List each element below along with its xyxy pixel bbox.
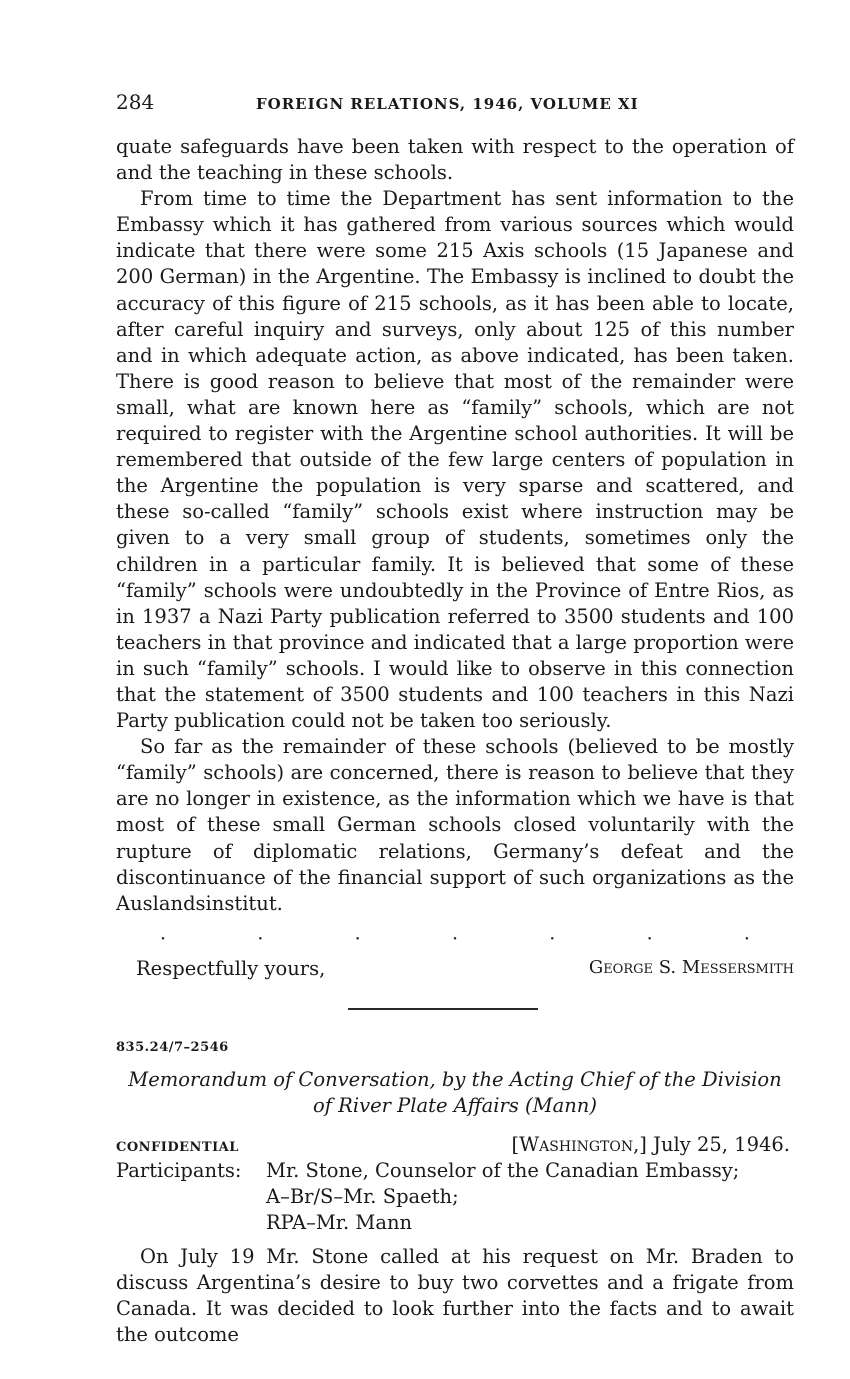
body-paragraph-2: From time to time the Department has sent information to the Embassy which it has gathered from various sources which would indicate that there were some 215 Axis schools (15 Japanese and 200 German) in the Argentine. The Embassy is inclined to doubt the accuracy of this figure of 215 schools, as it has been able to locate, after careful inquiry and surveys, only about 125 of this number and in which adequate action, as above indicated, has been taken. There is good reason to believe that most of the remainder were small, what are known here as “family” schools, which are not required to register with the Argentine school authorities. It will be remembered that outside of the few large centers of population in the Argentine the population is very sparse and scattered, and these so-called “family” schools exist where instruction may be given to a very small group of students, sometimes only the children in a particular family. It is believed that some of these “family” schools were undoubtedly in the Province of Entre Rios, as in 1937 a Nazi Party publication referred to 3500 students and 100 teachers in that province and indicated that a large proportion were in such “family” schools. I would like to observe in this connection that the statement of 3500 students and 100 teachers in this Nazi Party publication could not be taken too seriously.	[116, 187, 794, 733]
classification-label: CONFIDENTIAL	[116, 1139, 239, 1155]
running-title: FOREIGN RELATIONS, 1946, VOLUME XI	[256, 95, 639, 113]
document-page	[116, 90, 794, 1368]
ellipsis-dot: ·	[257, 927, 264, 950]
file-number: 835.24/7–2546	[116, 1039, 229, 1055]
dateline-place: [Washington,]	[511, 1132, 647, 1156]
ellipsis-dot: ·	[354, 927, 361, 950]
dateline-date: July 25, 1946.	[653, 1132, 790, 1156]
ellipsis-dot: ·	[549, 927, 556, 950]
participants-block	[116, 1158, 794, 1236]
participant-item: RPA–Mr. Mann	[266, 1210, 413, 1234]
body-paragraph-3: So far as the remainder of these schools (believed to be mostly “family” schools) are concerned, there is reason to believe that they are no longer in existence, as the information which we have is that most of these small German schools closed voluntarily with the rupture of diplomatic relations, Germany’s defeat and the discontinuance of the financial support of such organizations as the Auslandsinstitut.	[116, 735, 794, 915]
ellipsis-dot: ·	[743, 927, 750, 950]
signature: George S. Messersmith	[588, 956, 794, 978]
page-number: 284	[116, 90, 155, 114]
ellipsis-dot: ·	[451, 927, 458, 950]
memo-title-line-2: of River Plate Affairs (Mann)	[313, 1093, 597, 1117]
participant-item: A–Br/S–Mr. Spaeth;	[266, 1184, 459, 1208]
memo-title-line-1: Memorandum of Conversation, by the Acting Chief of the Division	[128, 1067, 782, 1091]
letter-body	[116, 134, 794, 917]
participants-list	[266, 1158, 739, 1236]
memo-meta	[116, 1133, 794, 1156]
memo-title	[116, 1067, 794, 1119]
running-header	[116, 90, 794, 120]
closing-block	[116, 957, 794, 980]
ellipsis-dot: ·	[646, 927, 653, 950]
omission-ellipsis	[116, 927, 794, 951]
section-divider	[348, 1008, 538, 1010]
ellipsis-dot: ·	[160, 927, 167, 950]
participants-label: Participants:	[116, 1158, 242, 1182]
body-paragraph-1: quate safeguards have been taken with respect to the operation of and the teaching in these schools.	[116, 135, 794, 185]
participant-item: Mr. Stone, Counselor of the Canadian Embassy;	[266, 1158, 740, 1182]
memo-opening-paragraph: On July 19 Mr. Stone called at his request on Mr. Braden to discuss Argentina’s desire to buy two corvettes and a frigate from Canada. It was decided to look further into the facts and to await the outcome	[116, 1244, 794, 1347]
dateline	[512, 1133, 790, 1156]
closing-salutation: Respectfully yours,	[136, 956, 326, 980]
